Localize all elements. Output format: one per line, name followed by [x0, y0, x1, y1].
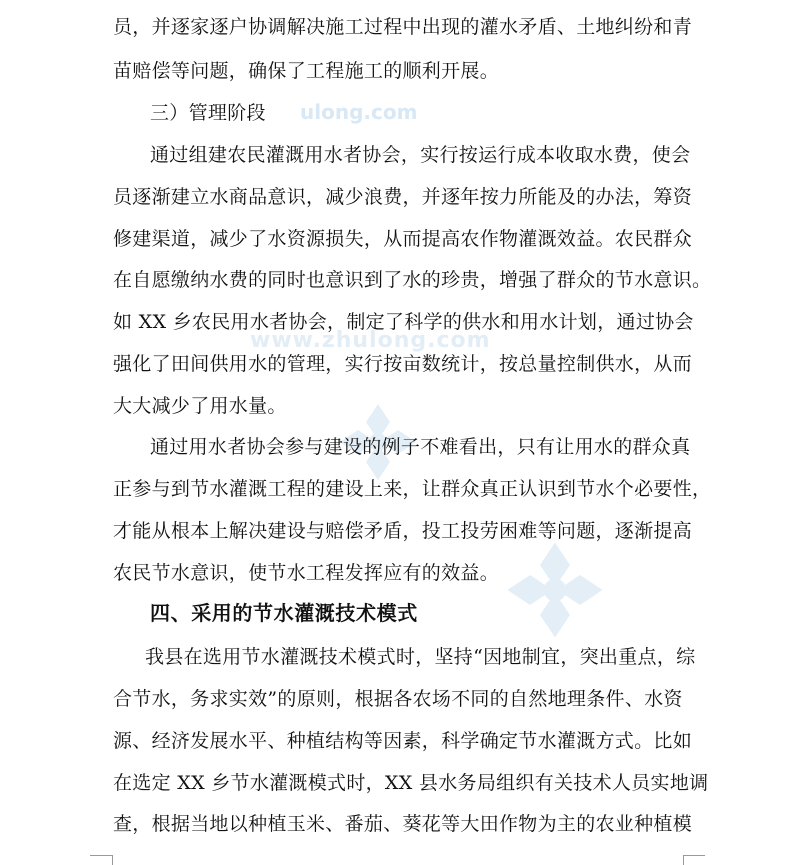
page-corner-mark-right — [683, 855, 706, 865]
paragraph-line: 在自愿缴纳水费的同时也意识到了水的珍贵，增强了群众的节水意识。 — [113, 269, 712, 291]
page-corner-mark-right — [683, 855, 705, 856]
paragraph-line: 我县在选用节水灌溉技术模式时，坚持“因地制宜，突出重点，综 — [145, 646, 696, 668]
paragraph-line: 才能从根本上解决建设与赔偿矛盾，投工投劳困难等问题，逐渐提高 — [113, 520, 693, 542]
paragraph-line: 源、经济发展水平、种植结构等因素，科学确定节水灌溉方式。比如 — [113, 730, 693, 752]
paragraph-line: 通过用水者协会参与建设的例子不难看出，只有让用水的群众真 — [150, 436, 691, 458]
page-corner-mark-left — [90, 855, 113, 865]
subsection-title: 三）管理阶段 — [150, 102, 266, 124]
paragraph-line: 农民节水意识，使节水工程发挥应有的效益。 — [113, 562, 500, 584]
paragraph-line: 正参与到节水灌溉工程的建设上来，让群众真正认识到节水个必要性， — [113, 478, 712, 500]
paragraph-line: 修建渠道，减少了水资源损失，从而提高农作物灌溉效益。农民群众 — [113, 228, 693, 250]
paragraph-line: 员逐渐建立水商品意识，减少浪费，并逐年按力所能及的办法，筹资 — [113, 186, 693, 208]
paragraph-line: 强化了田间供用水的管理，实行按亩数统计，按总量控制供水，从而 — [113, 353, 693, 375]
watermark-url-text: www.zhulong.com — [250, 328, 491, 353]
watermark-logo-icon — [505, 540, 605, 640]
paragraph-line: 如 XX 乡农民用水者协会，制定了科学的供水和用水计划，通过协会 — [113, 311, 694, 333]
paragraph-line: 在选定 XX 乡节水灌溉模式时，XX 县水务局组织有关技术人员实地调 — [113, 772, 709, 794]
paragraph-line: 大大减少了用水量。 — [113, 395, 287, 417]
paragraph-line: 通过组建农民灌溉用水者协会，实行按运行成本收取水费，使会 — [150, 144, 691, 166]
paragraph-line: 合节水，务求实效”的原则，根据各农场不同的自然地理条件、水资 — [113, 688, 683, 710]
watermark-site-text: ulong.com — [300, 100, 418, 124]
paragraph-line: 查，根据当地以种植玉米、番茄、葵花等大田作物为主的农业种植模 — [113, 813, 693, 835]
section-heading: 四、采用的节水灌溉技术模式 — [150, 601, 418, 625]
paragraph-line: 苗赔偿等问题，确保了工程施工的顺利开展。 — [113, 60, 500, 82]
page-corner-mark-left — [90, 855, 112, 856]
paragraph-line: 员，并逐家逐户协调解决施工过程中出现的灌水矛盾、土地纠纷和青 — [113, 16, 693, 38]
